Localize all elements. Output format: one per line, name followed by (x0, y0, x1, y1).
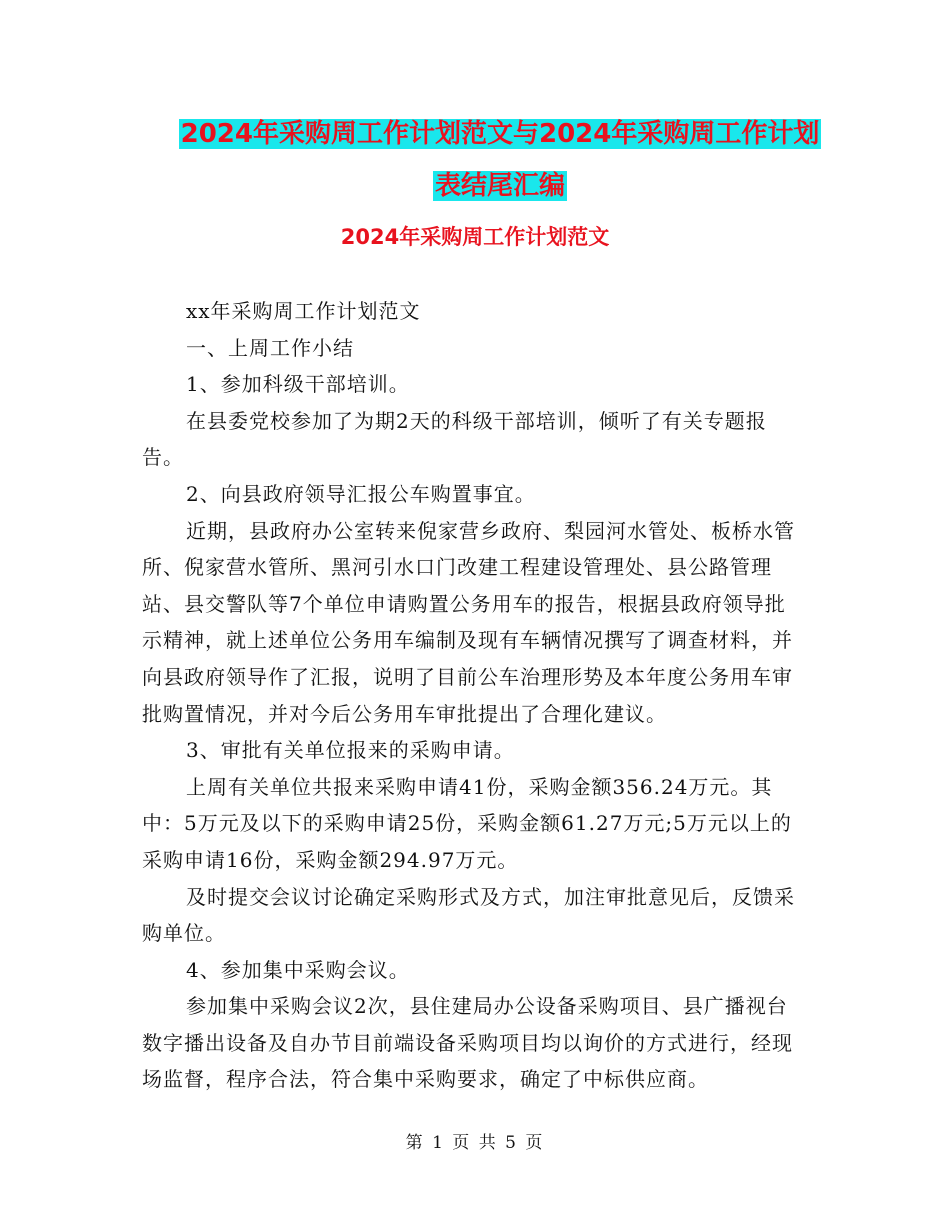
section-title: 2024年采购周工作计划范文 (340, 225, 610, 249)
paragraph: 1、参加科级干部培训。 (186, 372, 410, 397)
paragraph: 近期，县政府办公室转来倪家营乡政府、梨园河水管处、板桥水管所、倪家营水管所、黑河引水口门改建工程建设管理处、县公路管理站、县交警队等7个单位申请购置公务用车的报告，根据县政府领导批示精神，就上述单位公务用车编制及现有车辆情况撰写了调查材料，并向县政府领导作了汇报，说明了目前公车治理形势及本年度公务用车审批购置情况，并对今后公务用车审批提出了合理化建议。 (142, 518, 795, 726)
paragraph: 一、上周工作小结 (186, 335, 354, 360)
document-body (142, 293, 802, 1098)
paragraph: 在县委党校参加了为期2天的科级干部培训，倾听了有关专题报告。 (142, 408, 767, 470)
paragraph: 2、向县政府领导汇报公车购置事宜。 (186, 481, 536, 506)
page-footer: 第 1 页 共 5 页 (405, 1133, 545, 1153)
paragraph: 3、审批有关单位报来的采购申请。 (186, 738, 515, 763)
document-title-line-2: 表结尾汇编 (434, 171, 565, 201)
paragraph: 4、参加集中采购会议。 (186, 957, 410, 982)
document-title (140, 108, 860, 212)
paragraph: xx年采购周工作计划范文 (186, 299, 421, 323)
document-title-line-1: 2024年采购周工作计划范文与2024年采购周工作计划 (180, 119, 820, 149)
paragraph: 参加集中采购会议2次，县住建局办公设备采购项目、县广播视台数字播出设备及自办节目前端设备采购项目均以询价的方式进行，经现场监督，程序合法，符合集中采购要求，确定了中标供应商。 (142, 994, 793, 1092)
paragraph: 及时提交会议讨论确定采购形式及方式，加注审批意见后，反馈采购单位。 (142, 884, 795, 946)
paragraph: 上周有关单位共报来采购申请41份，采购金额356.24万元。其中：5万元及以下的采购申请25份，采购金额61.27万元;5万元以上的采购申请16份，采购金额294.97万元。 (142, 774, 792, 872)
